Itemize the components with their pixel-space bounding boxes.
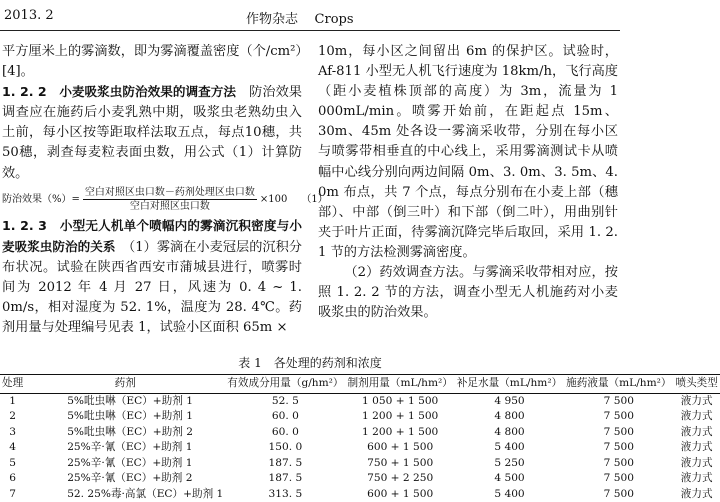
cell-formulation-dose: 1 050 + 1 500 bbox=[346, 393, 455, 409]
section-1-2-2-title: 1. 2. 2 小麦吸浆虫防治效果的调查方法 bbox=[2, 84, 236, 99]
cell-treatment: 5 bbox=[0, 456, 25, 472]
cell-nozzle: 液力式 bbox=[674, 425, 720, 441]
cell-water: 5 250 bbox=[455, 456, 564, 472]
cell-nozzle: 液力式 bbox=[674, 393, 720, 409]
formula-multiplier: ×100 bbox=[260, 193, 287, 206]
right-column bbox=[318, 42, 618, 323]
cell-formulation-dose: 600 + 1 500 bbox=[346, 487, 455, 502]
section-1-2-2 bbox=[2, 82, 302, 183]
paragraph-efficacy-method: （2）药效调查方法。与雾滴采收带相对应，按照 1. 2. 2 节的方法，调查小型无人机施药对小麦吸浆虫的防治效果。 bbox=[318, 263, 618, 323]
cell-water: 4 500 bbox=[455, 471, 564, 487]
col-header-nozzle: 喷头类型 bbox=[674, 375, 720, 394]
formula-denominator: 空白对照区虫口数 bbox=[128, 200, 212, 213]
cell-spray-volume: 7 500 bbox=[564, 409, 673, 425]
control-effect-formula bbox=[2, 186, 302, 213]
col-header-treatment: 处理 bbox=[0, 375, 25, 394]
section-1-2-3-text: （1）雾滴在小麦冠层的沉积分布状况。试验在陕西省西安市蒲城县进行，喷雾时间为 2012 年 4 月 27 日，风速为 0. 4 ~ 1. 0m/s，相对湿度为 52. 1%，温度为 28. 4℃。药剂用量与处理编号见表 1，试验小区面积 65m × bbox=[2, 240, 302, 335]
cell-active-dose: 52. 5 bbox=[225, 393, 345, 409]
cell-treatment: 1 bbox=[0, 393, 25, 409]
paragraph-spray-method: 10m，每小区之间留出 6m 的保护区。试验时，Af-811 小型无人机飞行速度为 18km/h，飞行高度（距小麦植株顶部的高度）为 3m，流量为 1 000mL/min。喷雾开始前，在距起点 15m、30m、45m 处各设一雾滴采收带，分别在每小区与喷雾带相垂直的中心线上，采用雾滴测试卡从喷幅中心线分别向两边间隔 0m、3. 0m、3. 5m、4. 0m 布点，共 7 个点，每点分别布在小麦上部（穗部）、中部（倒三叶）和下部（倒二叶），用曲别针夹于叶片正面，待雾滴沉降完毕后取回，采用 1. 2. 1 节的方法检测雾滴密度。 bbox=[318, 42, 618, 263]
cell-agent: 25%辛·氰（EC）+助剂 1 bbox=[25, 440, 225, 456]
cell-treatment: 2 bbox=[0, 409, 25, 425]
cell-spray-volume: 7 500 bbox=[564, 440, 673, 456]
formula-label: 防治效果（%）= bbox=[2, 193, 80, 206]
cell-nozzle: 液力式 bbox=[674, 409, 720, 425]
page-header bbox=[0, 0, 620, 36]
table-row bbox=[0, 393, 720, 409]
cell-active-dose: 150. 0 bbox=[225, 440, 345, 456]
cell-nozzle: 液力式 bbox=[674, 487, 720, 502]
cell-treatment: 6 bbox=[0, 471, 25, 487]
header-rule bbox=[0, 30, 620, 31]
cell-treatment: 4 bbox=[0, 440, 25, 456]
table-row bbox=[0, 409, 720, 425]
cell-spray-volume: 7 500 bbox=[564, 487, 673, 502]
cell-nozzle: 液力式 bbox=[674, 471, 720, 487]
col-header-agent: 药剂 bbox=[25, 375, 225, 394]
table-row bbox=[0, 456, 720, 472]
table-row bbox=[0, 440, 720, 456]
cell-active-dose: 187. 5 bbox=[225, 471, 345, 487]
cell-nozzle: 液力式 bbox=[674, 440, 720, 456]
issue-number: 2013. 2 bbox=[4, 8, 54, 23]
cell-treatment: 7 bbox=[0, 487, 25, 502]
cell-water: 4 950 bbox=[455, 393, 564, 409]
col-header-spray-volume: 施药液量（mL/hm²） bbox=[564, 375, 673, 394]
cell-agent: 5%吡虫啉（EC）+助剂 1 bbox=[25, 393, 225, 409]
cell-active-dose: 60. 0 bbox=[225, 409, 345, 425]
cell-formulation-dose: 750 + 2 250 bbox=[346, 471, 455, 487]
left-column bbox=[2, 42, 302, 338]
cell-formulation-dose: 1 200 + 1 500 bbox=[346, 409, 455, 425]
cell-treatment: 3 bbox=[0, 425, 25, 441]
cell-agent: 5%吡虫啉（EC）+助剂 2 bbox=[25, 425, 225, 441]
col-header-water: 补足水量（mL/hm²） bbox=[455, 375, 564, 394]
table-row bbox=[0, 471, 720, 487]
cell-agent: 52. 25%毒·高氯（EC）+助剂 1 bbox=[25, 487, 225, 502]
cell-spray-volume: 7 500 bbox=[564, 425, 673, 441]
cell-spray-volume: 7 500 bbox=[564, 471, 673, 487]
table-row bbox=[0, 487, 720, 502]
cell-agent: 25%辛·氰（EC）+助剂 1 bbox=[25, 456, 225, 472]
cell-water: 4 800 bbox=[455, 425, 564, 441]
cell-water: 5 400 bbox=[455, 487, 564, 502]
cell-formulation-dose: 750 + 1 500 bbox=[346, 456, 455, 472]
cell-spray-volume: 7 500 bbox=[564, 393, 673, 409]
cell-agent: 5%吡虫啉（EC）+助剂 1 bbox=[25, 409, 225, 425]
cell-spray-volume: 7 500 bbox=[564, 456, 673, 472]
section-1-2-2-text: 防治效果调查应在施药后小麦乳熟中期，吸浆虫老熟幼虫入土前，每小区按等距取样法取五点，每点10穗，共50穗，剥查每麦粒表面虫数，用公式（1）计算防效。 bbox=[2, 85, 302, 180]
table-caption: 表 1 各处理的药剂和浓度 bbox=[0, 354, 620, 371]
journal-name: 作物杂志 Crops bbox=[246, 8, 354, 27]
cell-formulation-dose: 600 + 1 500 bbox=[346, 440, 455, 456]
table-row bbox=[0, 425, 720, 441]
cell-active-dose: 187. 5 bbox=[225, 456, 345, 472]
cell-nozzle: 液力式 bbox=[674, 456, 720, 472]
treatment-table bbox=[0, 374, 720, 502]
cell-agent: 25%辛·氰（EC）+助剂 2 bbox=[25, 471, 225, 487]
cell-water: 5 400 bbox=[455, 440, 564, 456]
col-header-active-dose: 有效成分用量（g/hm²） bbox=[225, 375, 345, 394]
cell-water: 4 800 bbox=[455, 409, 564, 425]
col-header-formulation-dose: 制剂用量（mL/hm²） bbox=[346, 375, 455, 394]
section-1-2-3 bbox=[2, 216, 302, 339]
formula-numerator: 空白对照区虫口数－药剂处理区虫口数 bbox=[83, 186, 257, 200]
section-1-2-3-title: 1. 2. 3 小型无人机单个喷幅内的雾滴沉积密度与小麦吸浆虫防治的关系 bbox=[2, 218, 302, 254]
formula-fraction bbox=[83, 186, 257, 213]
table-header-row bbox=[0, 375, 720, 394]
cell-formulation-dose: 1 200 + 1 500 bbox=[346, 425, 455, 441]
formula-number: （1） bbox=[301, 193, 327, 206]
cell-active-dose: 60. 0 bbox=[225, 425, 345, 441]
paragraph-coverage-density: 平方厘米上的雾滴数，即为雾滴覆盖密度（个/cm²）[4]。 bbox=[2, 42, 302, 82]
cell-active-dose: 313. 5 bbox=[225, 487, 345, 502]
